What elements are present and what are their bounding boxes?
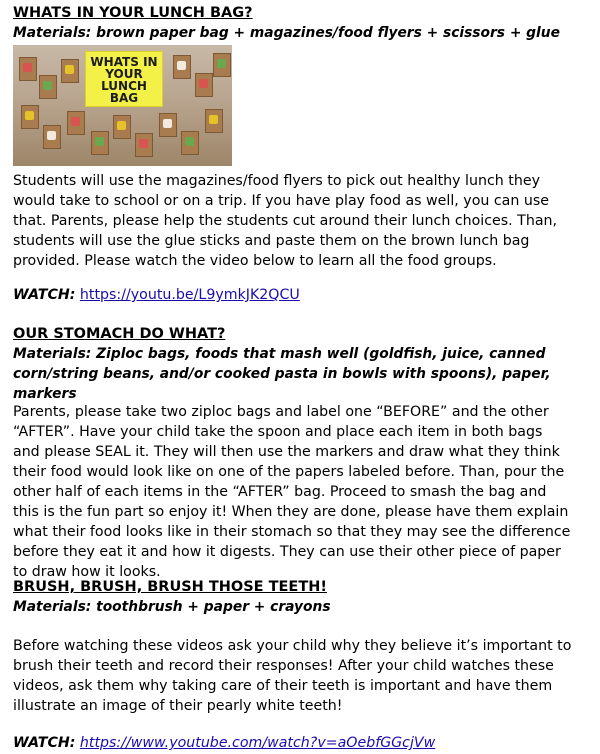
materials-line: Materials: toothbrush + paper + crayons	[13, 599, 331, 615]
section-heading: OUR STOMACH DO WHAT?	[13, 326, 226, 342]
section-stomach-body	[13, 402, 573, 582]
bag-illustration	[43, 125, 61, 149]
watch-label: WATCH:	[13, 735, 76, 751]
bag-illustration	[61, 59, 79, 83]
section-teeth	[13, 577, 573, 617]
materials-line: Materials: Ziploc bags, foods that mash well (goldfish, juice, canned corn/string beans, and/or cooked pasta in bowls with spoons), paper, markers	[13, 346, 551, 402]
video-link[interactable]: https://www.youtube.com/watch?v=aOebfGGcjVw	[79, 735, 436, 751]
bag-illustration	[135, 133, 153, 157]
bag-illustration	[21, 105, 39, 129]
bag-illustration	[19, 57, 37, 81]
instructions-paragraph: Parents, please take two ziploc bags and label one “BEFORE” and the other “AFTER”. Have your child take the spoon and place each item in both bags and please SEAL it. They will then use the markers and draw what they think their food would look like on one of the papers labeled before. Than, pour the other half of each items in the “AFTER” bag. Proceed to smash the bag and this is the fun part so enjoy it! When they are done, please have them explain what their food looks like in their stomach so that they may see the difference before they eat it and how it digests. They can use their other piece of paper to draw how it looks.	[13, 404, 571, 580]
bag-illustration	[213, 53, 231, 77]
video-link[interactable]: https://youtu.be/L9ymkJK2QCU	[79, 287, 300, 303]
section-heading: WHATS IN YOUR LUNCH BAG?	[13, 5, 253, 21]
materials-line: Materials: brown paper bag + magazines/food flyers + scissors + glue	[13, 25, 560, 41]
instructions-paragraph: Students will use the magazines/food flyers to pick out healthy lunch they would take to school or on a trip. If you have play food as well, you can use that. Parents, please help the students cut around their lunch choices. Than, students will use the glue sticks and paste them on the brown lunch bag provided. Please watch the video below to learn all the food groups.	[13, 173, 558, 269]
bag-illustration	[205, 109, 223, 133]
section-lunch-bag-body	[13, 171, 573, 271]
watch-label: WATCH:	[13, 287, 76, 303]
photo-sign: WHATS IN YOUR LUNCH BAG	[85, 51, 163, 107]
section-stomach	[13, 324, 573, 404]
section-lunch-bag	[13, 3, 573, 43]
watch-line	[13, 733, 573, 753]
bag-illustration	[91, 131, 109, 155]
bag-illustration	[181, 131, 199, 155]
bag-illustration	[39, 75, 57, 99]
bag-illustration	[195, 73, 213, 97]
section-heading: BRUSH, BRUSH, BRUSH THOSE TEETH!	[13, 579, 327, 595]
lunch-bag-photo	[13, 45, 232, 166]
watch-line	[13, 285, 573, 305]
bag-illustration	[67, 111, 85, 135]
bag-illustration	[173, 55, 191, 79]
bag-illustration	[159, 113, 177, 137]
instructions-paragraph: Before watching these videos ask your child why they believe it’s important to brush their teeth and record their responses! After your child watches these videos, ask them why taking care of their teeth is important and have them illustrate an image of their pearly white teeth!	[13, 638, 572, 714]
bag-illustration	[113, 115, 131, 139]
section-teeth-body	[13, 636, 573, 716]
